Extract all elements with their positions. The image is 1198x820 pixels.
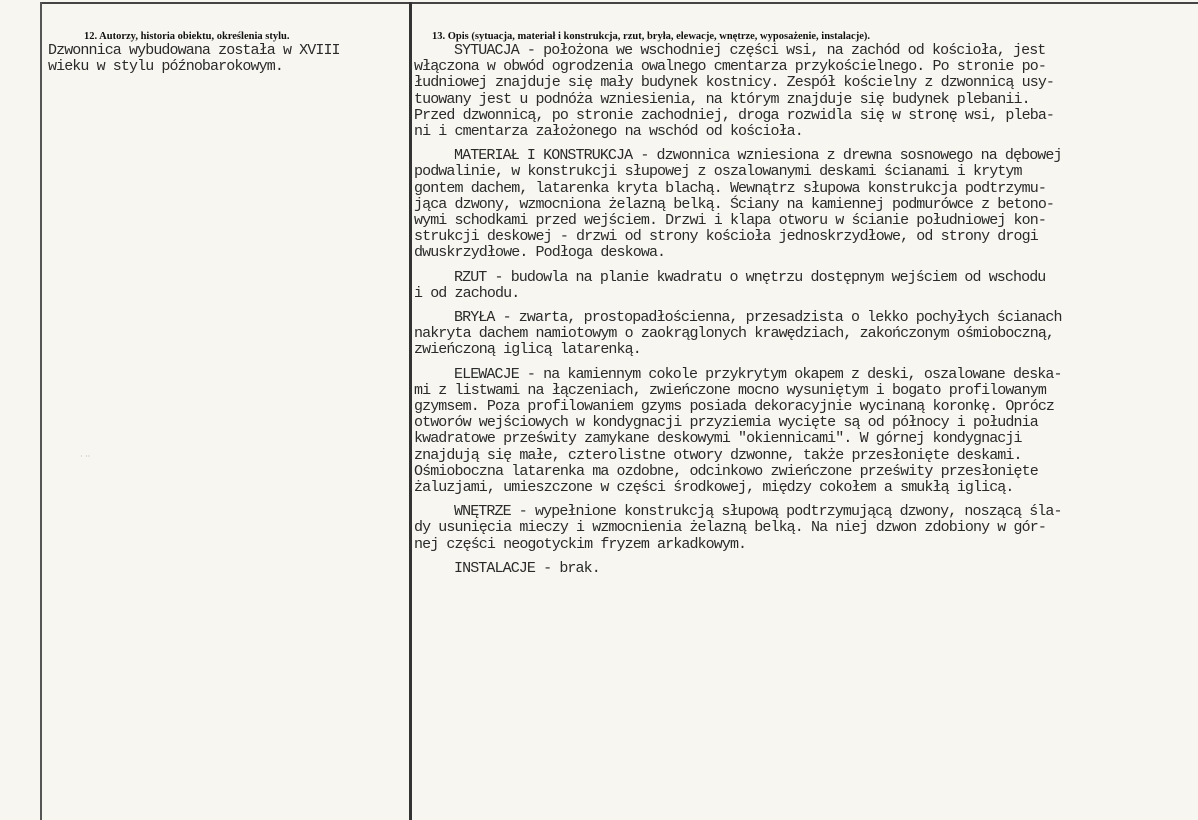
paragraph-wnetrze xyxy=(414,504,1194,553)
paragraph-sytuacja xyxy=(414,43,1194,140)
paragraph-material-konstrukcja xyxy=(414,148,1194,261)
text-line: otworów wejściowych w kondygnacji przyziemia wycięte są od północy i południa xyxy=(414,414,1038,432)
text-line: zwieńczoną iglicą latarenką. xyxy=(414,341,641,359)
text-line: znajdują się małe, czterolistne otwory dzwonne, także przesłonięte deskami. xyxy=(414,446,1022,464)
text-line: wieku w stylu późnobarokowym. xyxy=(48,58,283,76)
text-line: łudniowej znajduje się mały budynek kostnicy. Zespół kościelny z dzwonnicą usy- xyxy=(414,74,1055,92)
text-line: jąca dzwony, wzmocniona żelazną belką. Ściany na kamiennej podmurówce z betono- xyxy=(414,195,1055,213)
text-line: mi z listwami na łączeniach, zwieńczone mocno wysuniętym i bogato profilowanym xyxy=(414,381,1046,399)
text-line: dy usunięcia mieczy i wzmocnienia żelazną belką. Na niej dzwon zdobiony w gór- xyxy=(414,519,1046,537)
text-line: Przed dzwonnicą, po stronie zachodniej, droga rozwidla się w stronę wsi, pleba- xyxy=(414,106,1055,124)
text-line: ELEWACJE - na kamiennym cokole przykrytym okapem z deski, oszalowane deska- xyxy=(454,365,1062,383)
text-line: włączona w obwód ogrodzenia owalnego cmentarza przykościelnego. Po stronie po- xyxy=(414,58,1046,76)
text-line: WNĘTRZE - wypełnione konstrukcją słupową podtrzymującą dzwony, noszącą śla- xyxy=(454,503,1062,521)
text-line: RZUT - budowla na planie kwadratu o wnętrzu dostępnym wejściem od wschodu xyxy=(454,268,1046,286)
paragraph-bryla xyxy=(414,310,1194,359)
section-13-text xyxy=(414,43,1194,577)
text-line: nej części neogotyckim fryzem arkadkowym. xyxy=(414,535,747,553)
text-line: ni i cmentarza założonego na wschód od kościoła. xyxy=(414,123,803,141)
text-line: strukcji deskowej - drzwi od strony kościoła jednoskrzydłowe, od strony drogi xyxy=(414,228,1038,246)
section-12-text xyxy=(44,43,406,75)
text-line: tuowany jest u podnóża wzniesienia, na którym znajduje się budynek plebanii. xyxy=(414,90,1030,108)
column-divider xyxy=(409,2,412,820)
text-line: nakryta dachem namiotowym o zaokrąglonych krawędziach, zakończonym ośmioboczną, xyxy=(414,325,1055,343)
text-line: żaluzjami, umieszczone w części środkowej, między cokołem a smukłą iglicą. xyxy=(414,479,1014,497)
text-line: SYTUACJA - położona we wschodniej części wsi, na zachód od kościoła, jest xyxy=(454,42,1046,59)
text-line: gontem dachem, latarenka kryta blachą. Wewnątrz słupowa konstrukcja podtrzymu- xyxy=(414,179,1046,197)
text-line: Dzwonnica wybudowana została w XVIII xyxy=(48,42,340,59)
text-line: gzymsem. Poza profilowaniem gzyms posiada dekoracyjnie wycinaną koronkę. Oprócz xyxy=(414,398,1055,416)
text-line: Ośmioboczna latarenka ma ozdobne, odcinkowo zwieńczone prześwity przesłonięte xyxy=(414,462,1038,480)
text-line: BRYŁA - zwarta, prostopadłościenna, przesadzista o lekko pochyłych ścianach xyxy=(454,309,1062,327)
section-13-heading: 13. Opis (sytuacja, materiał i konstrukcja, rzut, bryła, elewacje, wnętrze, wyposażenie, instalacje). xyxy=(432,31,871,42)
text-line: wymi schodkami przed wejściem. Drzwi i klapa otworu w ścianie południowej kon- xyxy=(414,212,1046,230)
paper-speck: · ·· xyxy=(80,452,91,461)
text-line: i od zachodu. xyxy=(414,284,520,302)
text-line: podwalinie, w konstrukcji słupowej z oszalowanymi deskami ścianami i krytym xyxy=(414,163,1022,181)
text-line: MATERIAŁ I KONSTRUKCJA - dzwonnica wzniesiona z drewna sosnowego na dębowej xyxy=(454,147,1062,165)
text-line: dwuskrzydłowe. Podłoga deskowa. xyxy=(414,244,666,262)
text-line: kwadratowe prześwity zamykane deskowymi "okiennicami". W górnej kondygnacji xyxy=(414,430,1022,448)
section-12-authors-history xyxy=(44,4,406,75)
paragraph-rzut xyxy=(414,270,1194,302)
section-12-heading: 12. Autorzy, historia obiektu, określenia stylu. xyxy=(84,31,290,42)
paragraph-instalacje xyxy=(414,561,1194,577)
left-border-line xyxy=(40,2,42,820)
paragraph-elewacje xyxy=(414,367,1194,497)
section-13-description xyxy=(414,4,1194,585)
text-line: INSTALACJE - brak. xyxy=(454,559,600,577)
